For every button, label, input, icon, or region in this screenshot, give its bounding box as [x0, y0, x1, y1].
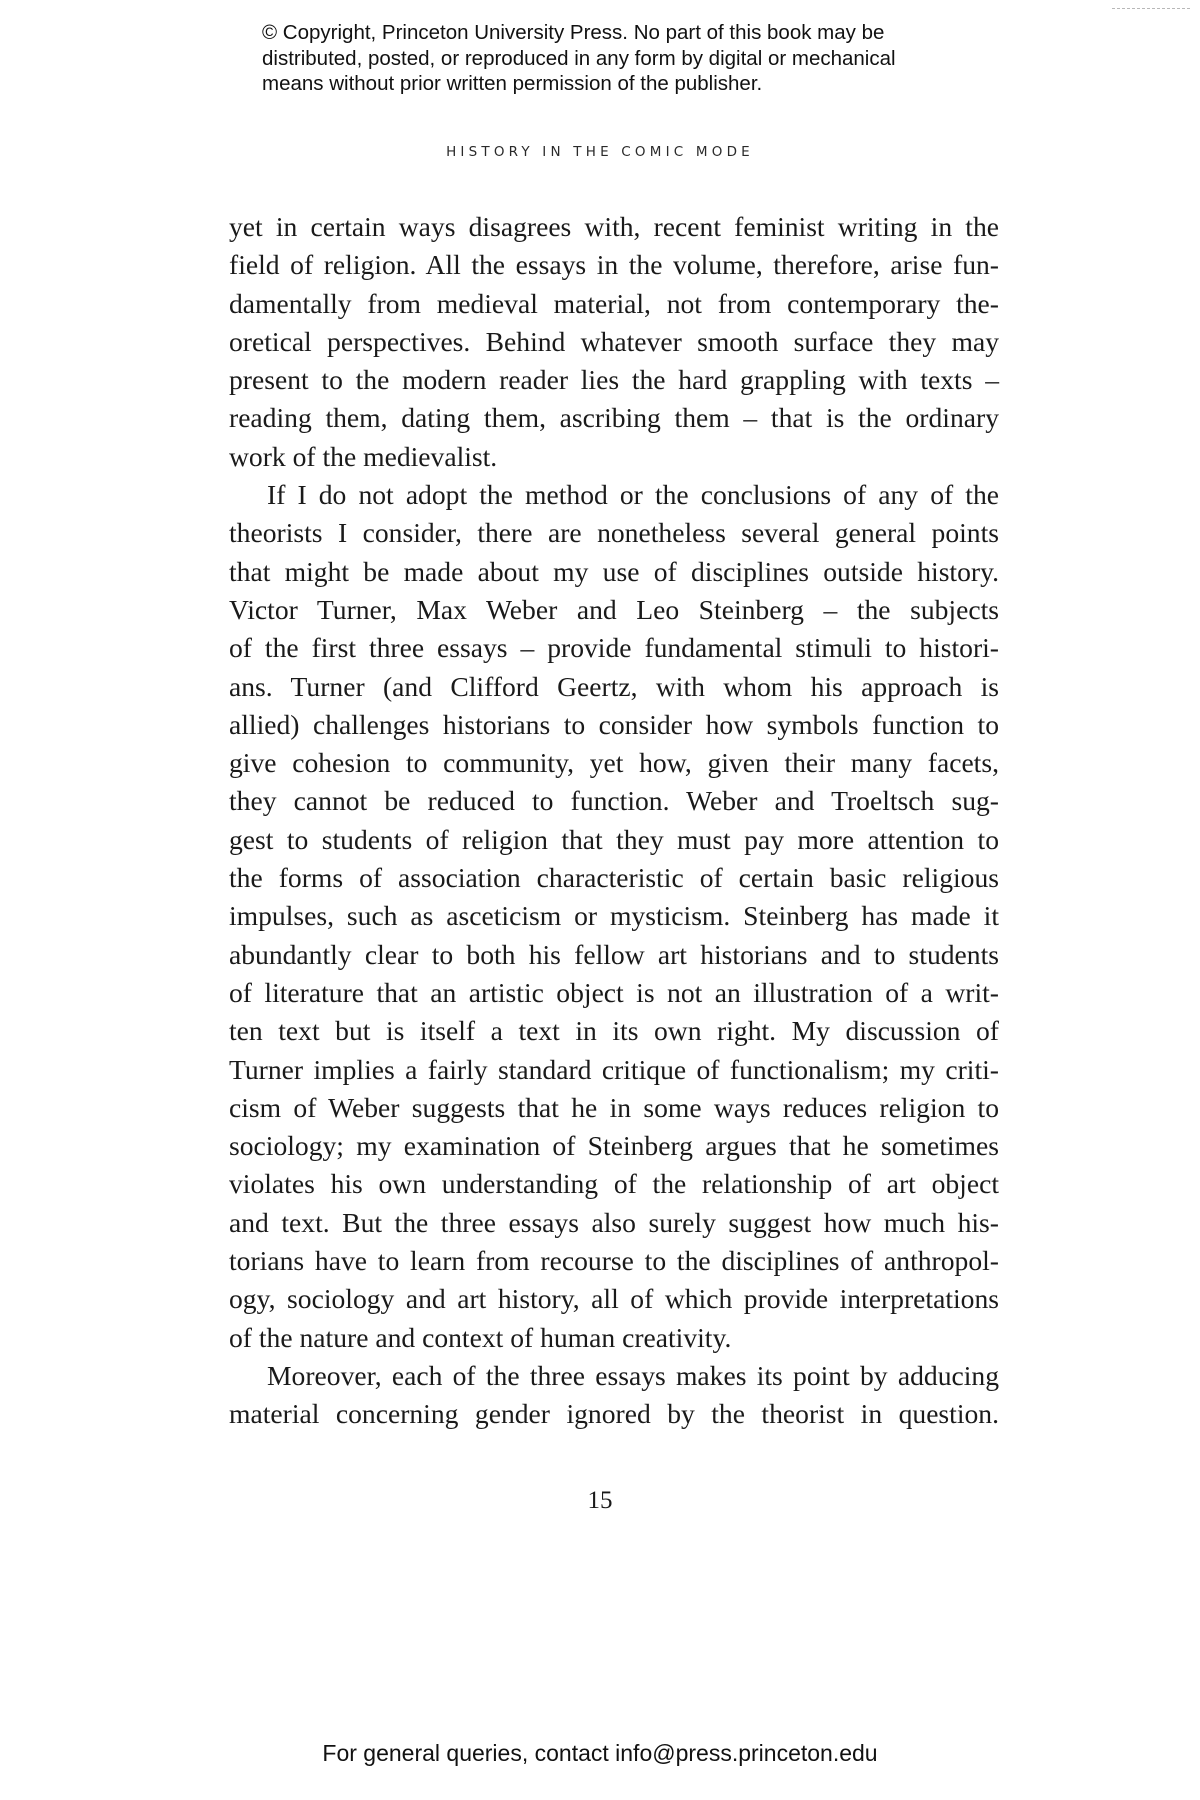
text-line: and text. But the three essays also surely suggest how much his- — [229, 1206, 999, 1238]
copyright-line: © Copyright, Princeton University Press. No part of this book may be — [262, 21, 885, 44]
body-text — [229, 208, 999, 1434]
copyright-line: means without prior written permission of the publisher. — [262, 72, 763, 95]
paragraph-start-line: If I do not adopt the method or the conclusions of any of the — [267, 479, 999, 511]
text-line: of the nature and context of human creativity. — [229, 1321, 732, 1353]
copyright-line: distributed, posted, or reproduced in any form by digital or mechanical — [262, 46, 896, 70]
text-line: that might be made about my use of disciplines outside history. — [229, 555, 999, 587]
text-line: allied) challenges historians to consider how symbols function to — [229, 708, 999, 740]
text-line: cism of Weber suggests that he in some ways reduces religion to — [229, 1091, 999, 1123]
text-line: yet in certain ways disagrees with, recent feminist writing in the — [229, 211, 999, 242]
text-line: impulses, such as asceticism or mysticism. Steinberg has made it — [229, 900, 999, 932]
copyright-notice — [262, 20, 1022, 97]
text-line: ogy, sociology and art history, all of which provide interpretations — [229, 1283, 999, 1315]
text-line: abundantly clear to both his fellow art historians and to students — [229, 938, 999, 970]
text-line: they cannot be reduced to function. Weber and Troeltsch sug- — [229, 785, 999, 817]
page-number: 15 — [587, 1487, 613, 1514]
text-line: the forms of association characteristic of certain basic religious — [229, 862, 999, 894]
text-line: oretical perspectives. Behind whatever smooth surface they may — [229, 325, 999, 357]
footer-contact: For general queries, contact info@press.princeton.edu — [322, 1740, 878, 1766]
text-line: material concerning gender ignored by the theorist in question. — [229, 1398, 999, 1430]
text-line: of the first three essays – provide fundamental stimuli to histori- — [229, 632, 999, 664]
text-line: Victor Turner, Max Weber and Leo Steinberg – the subjects — [229, 593, 999, 625]
text-line: reading them, dating them, ascribing them – that is the ordinary — [229, 402, 999, 434]
text-line: violates his own understanding of the relationship of art object — [229, 1168, 999, 1200]
text-line: Turner implies a fairly standard critique of functionalism; my criti- — [229, 1053, 999, 1085]
text-line: work of the medievalist. — [229, 440, 498, 472]
text-line: field of religion. All the essays in the volume, therefore, arise fun- — [229, 249, 999, 281]
text-line: ans. Turner (and Clifford Geertz, with whom his approach is — [229, 670, 999, 702]
text-line: theorists I consider, there are nonetheless several general points — [229, 517, 999, 549]
running-head: HISTORY IN THE COMIC MODE — [446, 144, 754, 160]
text-line: gest to students of religion that they must pay more attention to — [229, 823, 999, 855]
text-line: give cohesion to community, yet how, given their many facets, — [229, 747, 999, 779]
text-line: sociology; my examination of Steinberg argues that he sometimes — [229, 1130, 999, 1162]
text-line: torians have to learn from recourse to the disciplines of anthropol- — [229, 1245, 999, 1277]
text-line: of literature that an artistic object is not an illustration of a writ- — [229, 976, 999, 1008]
text-line: damentally from medieval material, not from contemporary the- — [229, 287, 999, 319]
text-line: ten text but is itself a text in its own right. My discussion of — [229, 1015, 999, 1047]
text-line: present to the modern reader lies the hard grappling with texts – — [229, 364, 999, 396]
paragraph-start-line: Moreover, each of the three essays makes its point by adducing — [267, 1359, 999, 1391]
scan-edge-mark — [1112, 8, 1190, 9]
